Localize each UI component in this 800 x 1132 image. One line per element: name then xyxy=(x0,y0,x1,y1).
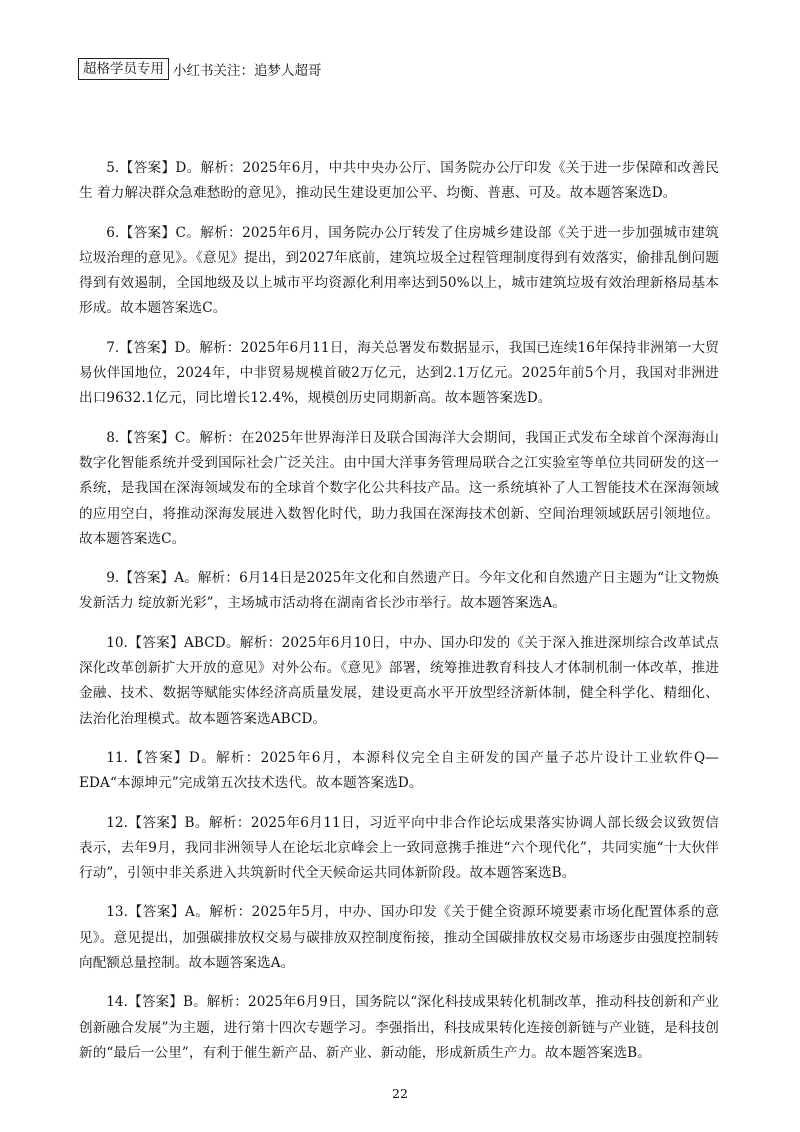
answer-item-14: 14.【答案】B。解析：2025年6月9日，国务院以“深化科技成果转化机制改革，推动科技创新和产业创新融合发展”为主题，进行第十四次专题学习。李强指出，科技成果转化连接创新链与产业链，是科技创新的“最后一公里”，有利于催生新产品、新产业、新动能，形成新质生产力。故本题答案选B。 xyxy=(79,994,719,1061)
answer-item-11: 11.【答案】D。解析：2025年6月，本源科仪完全自主研发的国产量子芯片设计工业软件Q—EDA“本源坤元”完成第五次技术迭代。故本题答案选D。 xyxy=(79,749,719,792)
answer-item-7: 7.【答案】D。解析：2025年6月11日，海关总署发布数据显示，我国已连续16年保持非洲第一大贸易伙伴国地位，2024年，中非贸易规模首破2万亿元，达到2.1万亿元。2025年前5个月，我国对非洲进出口9632.1亿元，同比增长12.4%，规模创历史同期新高。故本题答案选D。 xyxy=(79,339,719,407)
answer-item-9: 9.【答案】A。解析：6月14日是2025年文化和自然遗产日。今年文化和自然遗产日主题为“让文物焕发新活力 绽放新光彩”，主场城市活动将在湖南省长沙市举行。故本题答案选A。 xyxy=(79,570,719,612)
answer-list xyxy=(79,156,719,1080)
answer-item-12: 12.【答案】B。解析：2025年6月11日，习近平向中非合作论坛成果落实协调人部长级会议致贺信表示，去年9月，我同非洲领导人在论坛北京峰会上一致同意携手推进“六个现代化”，共同实施“十大伙伴行动”，引领中非关系进入共筑新时代全天候命运共同体新阶段。故本题答案选B。 xyxy=(79,814,719,882)
answer-item-8: 8.【答案】C。解析：在2025年世界海洋日及联合国海洋大会期间，我国正式发布全球首个深海海山数字化智能系统并受到国际社会广泛关注。由中国大洋事务管理局联合之江实验室等单位共同研发的这一系统，是我国在深海领域发布的全球首个数字化公共科技产品。这一系统填补了人工智能技术在深海领域的应用空白，将推动深海发展进入数智化时代，助力我国在深海技术创新、空间治理领域跃居引领地位。故本题答案选C。 xyxy=(79,429,719,547)
answer-item-5: 5.【答案】D。解析：2025年6月，中共中央办公厅、国务院办公厅印发《关于进一步保障和改善民生 着力解决群众急难愁盼的意见》，推动民生建设更加公平、均衡、普惠、可及。故本题答案选D。 xyxy=(79,160,719,202)
answer-item-6: 6.【答案】C。解析：2025年6月，国务院办公厅转发了住房城乡建设部《关于进一步加强城市建筑垃圾治理的意见》。《意见》提出，到2027年底前，建筑垃圾全过程管理制度得到有效落实，偷排乱倒问题得到有效遏制，全国地级及以上城市平均资源化利用率达到50%以上，城市建筑垃圾有效治理新格局基本形成。故本题答案选C。 xyxy=(79,224,719,317)
student-badge: 超格学员专用 xyxy=(78,58,169,80)
answer-item-10: 10.【答案】ABCD。解析：2025年6月10日，中办、国办印发的《关于深入推进深圳综合改革试点 深化改革创新扩大开放的意见》对外公布。《意见》部署，统筹推进教育科技人才体制机制一体改革，推进金融、技术、数据等赋能实体经济高质量发展，建设更高水平开放型经济新体制，健全科学化、精细化、法治化治理模式。故本题答案选ABCD。 xyxy=(79,634,719,727)
page-number: 22 xyxy=(392,1086,408,1101)
header-note: 小红书关注：追梦人超哥 xyxy=(173,63,322,79)
answer-item-13: 13.【答案】A。解析：2025年5月，中办、国办印发《关于健全资源环境要素市场化配置体系的意见》。意见提出，加强碳排放权交易与碳排放双控制度衔接，推动全国碳排放权交易市场逐步由强度控制转向配额总量控制。故本题答案选A。 xyxy=(79,904,719,972)
page-header xyxy=(78,58,322,80)
